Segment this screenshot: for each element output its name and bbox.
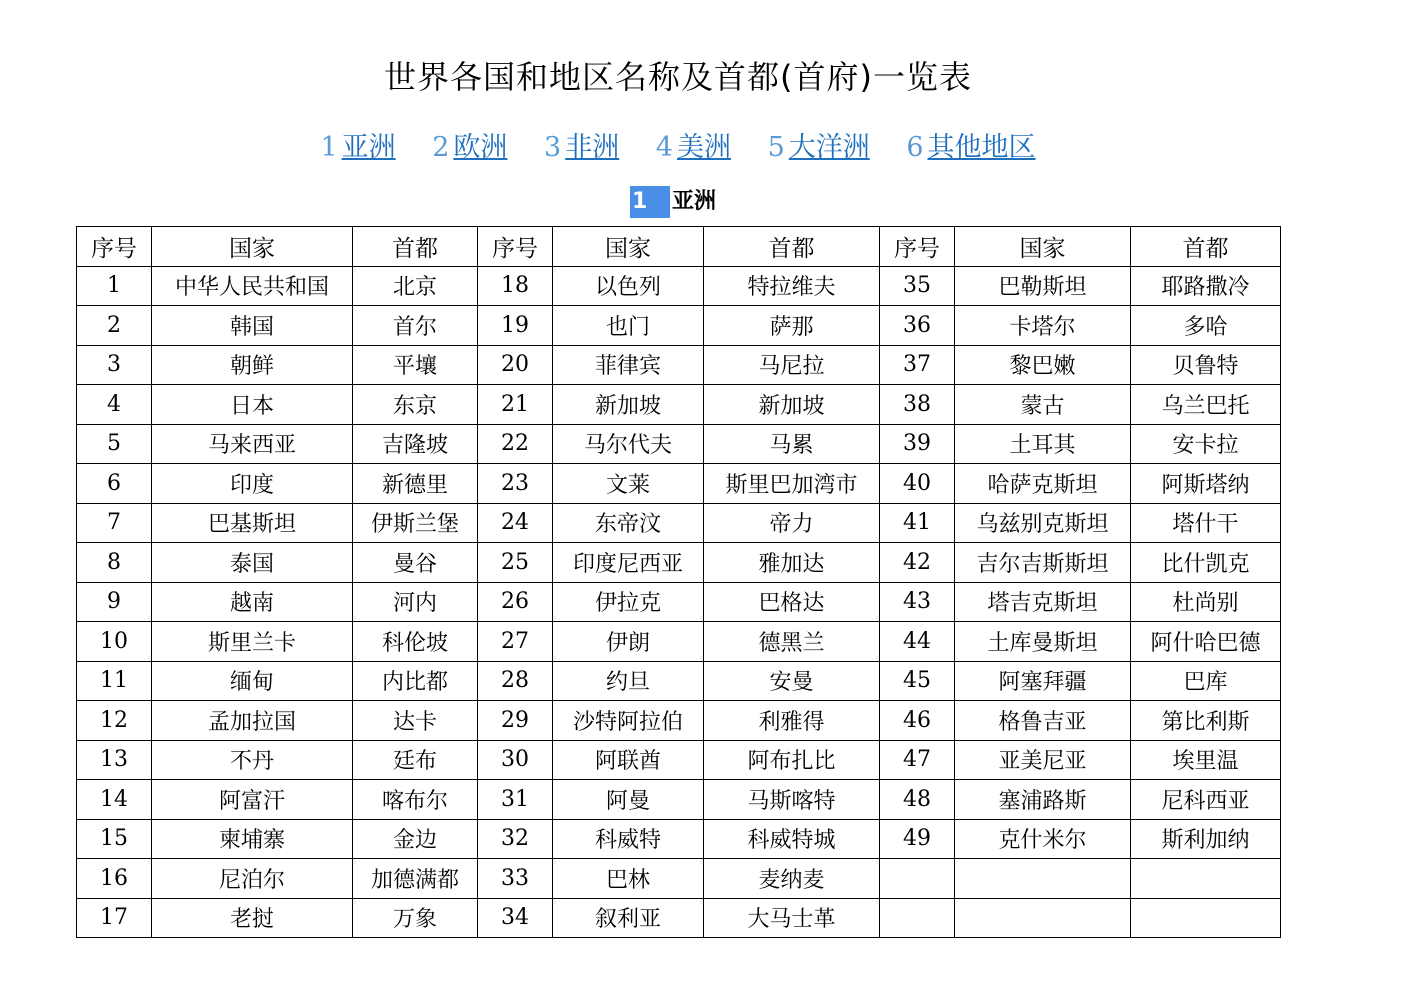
cell-country: 格鲁吉亚: [955, 701, 1131, 741]
table-row: [77, 543, 1281, 583]
cell-index: 4: [77, 385, 152, 425]
cell-index: 36: [880, 306, 955, 346]
cell-index: 17: [77, 898, 152, 938]
cell-capital: 东京: [353, 385, 478, 425]
table-body: [77, 266, 1281, 938]
cell-country: 黎巴嫩: [955, 345, 1131, 385]
cell-capital: 首尔: [353, 306, 478, 346]
cell-index: 31: [478, 780, 553, 820]
cell-index: 16: [77, 859, 152, 899]
table-row: [77, 345, 1281, 385]
cell-country: 巴勒斯坦: [955, 266, 1131, 306]
column-header: 序号: [478, 227, 553, 267]
cell-capital: 内比都: [353, 661, 478, 701]
cell-index: 32: [478, 819, 553, 859]
cell-index: 28: [478, 661, 553, 701]
page-title: 世界各国和地区名称及首都(首府)一览表: [384, 58, 972, 96]
cell-country: 塞浦路斯: [955, 780, 1131, 820]
column-header: 首都: [704, 227, 880, 267]
column-header: 国家: [152, 227, 353, 267]
cell-index: 26: [478, 582, 553, 622]
cell-country: 巴基斯坦: [152, 503, 353, 543]
continent-nav: [0, 130, 1356, 166]
cell-capital: 新德里: [353, 464, 478, 504]
table-row: [77, 306, 1281, 346]
cell-capital: 伊斯兰堡: [353, 503, 478, 543]
column-header: 序号: [77, 227, 152, 267]
cell-index: 2: [77, 306, 152, 346]
cell-index: 12: [77, 701, 152, 741]
cell-index: 9: [77, 582, 152, 622]
section-name: 亚洲: [672, 189, 717, 214]
section-heading: [630, 186, 716, 218]
cell-capital: 安曼: [704, 661, 880, 701]
table-row: [77, 780, 1281, 820]
cell-index: 19: [478, 306, 553, 346]
cell-capital: 安卡拉: [1131, 424, 1281, 464]
table-row: [77, 740, 1281, 780]
cell-country: 朝鲜: [152, 345, 353, 385]
cell-index: 7: [77, 503, 152, 543]
cell-index: 1: [77, 266, 152, 306]
cell-capital: 巴格达: [704, 582, 880, 622]
cell-country: 阿塞拜疆: [955, 661, 1131, 701]
cell-country: 马尔代夫: [553, 424, 704, 464]
column-header: 序号: [880, 227, 955, 267]
cell-capital: 阿什哈巴德: [1131, 622, 1281, 662]
cell-country: 伊朗: [553, 622, 704, 662]
cell-country: 阿富汗: [152, 780, 353, 820]
cell-capital: 杜尚别: [1131, 582, 1281, 622]
cell-index: 47: [880, 740, 955, 780]
cell-capital: 比什凯克: [1131, 543, 1281, 583]
column-header: 国家: [553, 227, 704, 267]
cell-capital: 河内: [353, 582, 478, 622]
cell-capital: 埃里温: [1131, 740, 1281, 780]
nav-item-europe[interactable]: [432, 130, 507, 166]
cell-index: 41: [880, 503, 955, 543]
cell-country: 印度尼西亚: [553, 543, 704, 583]
cell-country: 泰国: [152, 543, 353, 583]
cell-country: 尼泊尔: [152, 859, 353, 899]
nav-number: 4: [655, 132, 673, 163]
cell-index: 20: [478, 345, 553, 385]
cell-capital: [1131, 859, 1281, 899]
cell-capital: 廷布: [353, 740, 478, 780]
table-row: [77, 661, 1281, 701]
cell-capital: 雅加达: [704, 543, 880, 583]
cell-country: 阿曼: [553, 780, 704, 820]
country-capital-table: [76, 226, 1281, 938]
cell-capital: 多哈: [1131, 306, 1281, 346]
cell-index: 35: [880, 266, 955, 306]
section-number: 1: [630, 186, 670, 218]
cell-capital: 吉隆坡: [353, 424, 478, 464]
table-row: [77, 701, 1281, 741]
nav-number: 2: [432, 132, 450, 163]
cell-index: [880, 898, 955, 938]
cell-country: 乌兹别克斯坦: [955, 503, 1131, 543]
cell-index: 6: [77, 464, 152, 504]
cell-capital: 喀布尔: [353, 780, 478, 820]
cell-capital: 斯里巴加湾市: [704, 464, 880, 504]
cell-capital: 金边: [353, 819, 478, 859]
cell-index: 46: [880, 701, 955, 741]
cell-index: 37: [880, 345, 955, 385]
cell-index: 29: [478, 701, 553, 741]
cell-capital: 达卡: [353, 701, 478, 741]
nav-link-other[interactable]: 其他地区: [927, 132, 1036, 163]
cell-country: 越南: [152, 582, 353, 622]
table-row: [77, 424, 1281, 464]
cell-country: 塔吉克斯坦: [955, 582, 1131, 622]
cell-country: 土耳其: [955, 424, 1131, 464]
cell-index: 22: [478, 424, 553, 464]
table-row: [77, 266, 1281, 306]
cell-index: 25: [478, 543, 553, 583]
cell-index: 14: [77, 780, 152, 820]
cell-capital: 万象: [353, 898, 478, 938]
cell-index: 11: [77, 661, 152, 701]
cell-index: 5: [77, 424, 152, 464]
nav-item-asia[interactable]: [320, 130, 395, 166]
table-row: [77, 503, 1281, 543]
nav-item-other[interactable]: [906, 130, 1035, 166]
cell-country: 巴林: [553, 859, 704, 899]
column-header: 首都: [353, 227, 478, 267]
cell-index: 38: [880, 385, 955, 425]
cell-capital: 曼谷: [353, 543, 478, 583]
cell-capital: 大马士革: [704, 898, 880, 938]
nav-number: 1: [320, 132, 338, 163]
column-header: 国家: [955, 227, 1131, 267]
cell-country: 吉尔吉斯斯坦: [955, 543, 1131, 583]
cell-capital: 德黑兰: [704, 622, 880, 662]
cell-capital: 贝鲁特: [1131, 345, 1281, 385]
cell-capital: 科伦坡: [353, 622, 478, 662]
cell-country: 韩国: [152, 306, 353, 346]
nav-number: 6: [906, 132, 924, 163]
cell-country: 卡塔尔: [955, 306, 1131, 346]
cell-capital: 马累: [704, 424, 880, 464]
cell-country: 新加坡: [553, 385, 704, 425]
cell-country: 叙利亚: [553, 898, 704, 938]
cell-capital: 第比利斯: [1131, 701, 1281, 741]
cell-country: 老挝: [152, 898, 353, 938]
cell-capital: 塔什干: [1131, 503, 1281, 543]
cell-index: 44: [880, 622, 955, 662]
nav-link-oceania[interactable]: 大洋洲: [788, 132, 870, 163]
table-header-row: [77, 227, 1281, 267]
table-row: [77, 819, 1281, 859]
cell-index: 3: [77, 345, 152, 385]
cell-index: 13: [77, 740, 152, 780]
cell-index: 15: [77, 819, 152, 859]
cell-capital: 马尼拉: [704, 345, 880, 385]
cell-index: 10: [77, 622, 152, 662]
cell-index: 24: [478, 503, 553, 543]
cell-country: 阿联酋: [553, 740, 704, 780]
cell-capital: 特拉维夫: [704, 266, 880, 306]
cell-capital: 北京: [353, 266, 478, 306]
nav-item-americas[interactable]: [656, 130, 731, 166]
cell-country: 沙特阿拉伯: [553, 701, 704, 741]
cell-index: 21: [478, 385, 553, 425]
cell-country: 也门: [553, 306, 704, 346]
cell-capital: 平壤: [353, 345, 478, 385]
cell-index: 8: [77, 543, 152, 583]
cell-capital: 尼科西亚: [1131, 780, 1281, 820]
cell-country: 蒙古: [955, 385, 1131, 425]
cell-index: 43: [880, 582, 955, 622]
cell-index: 42: [880, 543, 955, 583]
cell-index: 45: [880, 661, 955, 701]
cell-index: 18: [478, 266, 553, 306]
table-row: [77, 622, 1281, 662]
cell-country: 柬埔寨: [152, 819, 353, 859]
cell-country: 菲律宾: [553, 345, 704, 385]
cell-country: [955, 898, 1131, 938]
cell-country: 亚美尼亚: [955, 740, 1131, 780]
table-row: [77, 898, 1281, 938]
nav-link-asia[interactable]: 亚洲: [341, 132, 396, 163]
cell-capital: 斯利加纳: [1131, 819, 1281, 859]
cell-capital: 乌兰巴托: [1131, 385, 1281, 425]
cell-capital: 加德满都: [353, 859, 478, 899]
cell-country: 哈萨克斯坦: [955, 464, 1131, 504]
cell-capital: 麦纳麦: [704, 859, 880, 899]
cell-index: 40: [880, 464, 955, 504]
cell-index: 39: [880, 424, 955, 464]
cell-index: 49: [880, 819, 955, 859]
cell-country: 印度: [152, 464, 353, 504]
cell-capital: 利雅得: [704, 701, 880, 741]
cell-country: 克什米尔: [955, 819, 1131, 859]
cell-country: 东帝汶: [553, 503, 704, 543]
cell-country: 斯里兰卡: [152, 622, 353, 662]
cell-country: [955, 859, 1131, 899]
nav-number: 5: [767, 132, 785, 163]
cell-capital: 阿布扎比: [704, 740, 880, 780]
cell-index: 33: [478, 859, 553, 899]
cell-capital: 阿斯塔纳: [1131, 464, 1281, 504]
cell-capital: 萨那: [704, 306, 880, 346]
table-row: [77, 859, 1281, 899]
cell-capital: 耶路撒冷: [1131, 266, 1281, 306]
cell-country: 孟加拉国: [152, 701, 353, 741]
cell-country: 科威特: [553, 819, 704, 859]
cell-capital: [1131, 898, 1281, 938]
cell-country: 文莱: [553, 464, 704, 504]
cell-country: 缅甸: [152, 661, 353, 701]
cell-country: 不丹: [152, 740, 353, 780]
cell-index: 34: [478, 898, 553, 938]
cell-index: [880, 859, 955, 899]
cell-capital: 科威特城: [704, 819, 880, 859]
cell-country: 约旦: [553, 661, 704, 701]
table-row: [77, 385, 1281, 425]
nav-link-americas[interactable]: 美洲: [676, 132, 731, 163]
cell-capital: 马斯喀特: [704, 780, 880, 820]
nav-link-europe[interactable]: 欧洲: [453, 132, 508, 163]
cell-country: 伊拉克: [553, 582, 704, 622]
table-row: [77, 464, 1281, 504]
cell-country: 土库曼斯坦: [955, 622, 1131, 662]
cell-index: 30: [478, 740, 553, 780]
cell-country: 中华人民共和国: [152, 266, 353, 306]
nav-number: 3: [544, 132, 562, 163]
cell-capital: 巴库: [1131, 661, 1281, 701]
cell-country: 日本: [152, 385, 353, 425]
nav-item-oceania[interactable]: [768, 130, 870, 166]
cell-country: 以色列: [553, 266, 704, 306]
cell-index: 27: [478, 622, 553, 662]
cell-index: 23: [478, 464, 553, 504]
nav-item-africa[interactable]: [544, 130, 619, 166]
cell-index: 48: [880, 780, 955, 820]
cell-country: 马来西亚: [152, 424, 353, 464]
table-row: [77, 582, 1281, 622]
cell-capital: 帝力: [704, 503, 880, 543]
cell-capital: 新加坡: [704, 385, 880, 425]
column-header: 首都: [1131, 227, 1281, 267]
nav-link-africa[interactable]: 非洲: [565, 132, 620, 163]
